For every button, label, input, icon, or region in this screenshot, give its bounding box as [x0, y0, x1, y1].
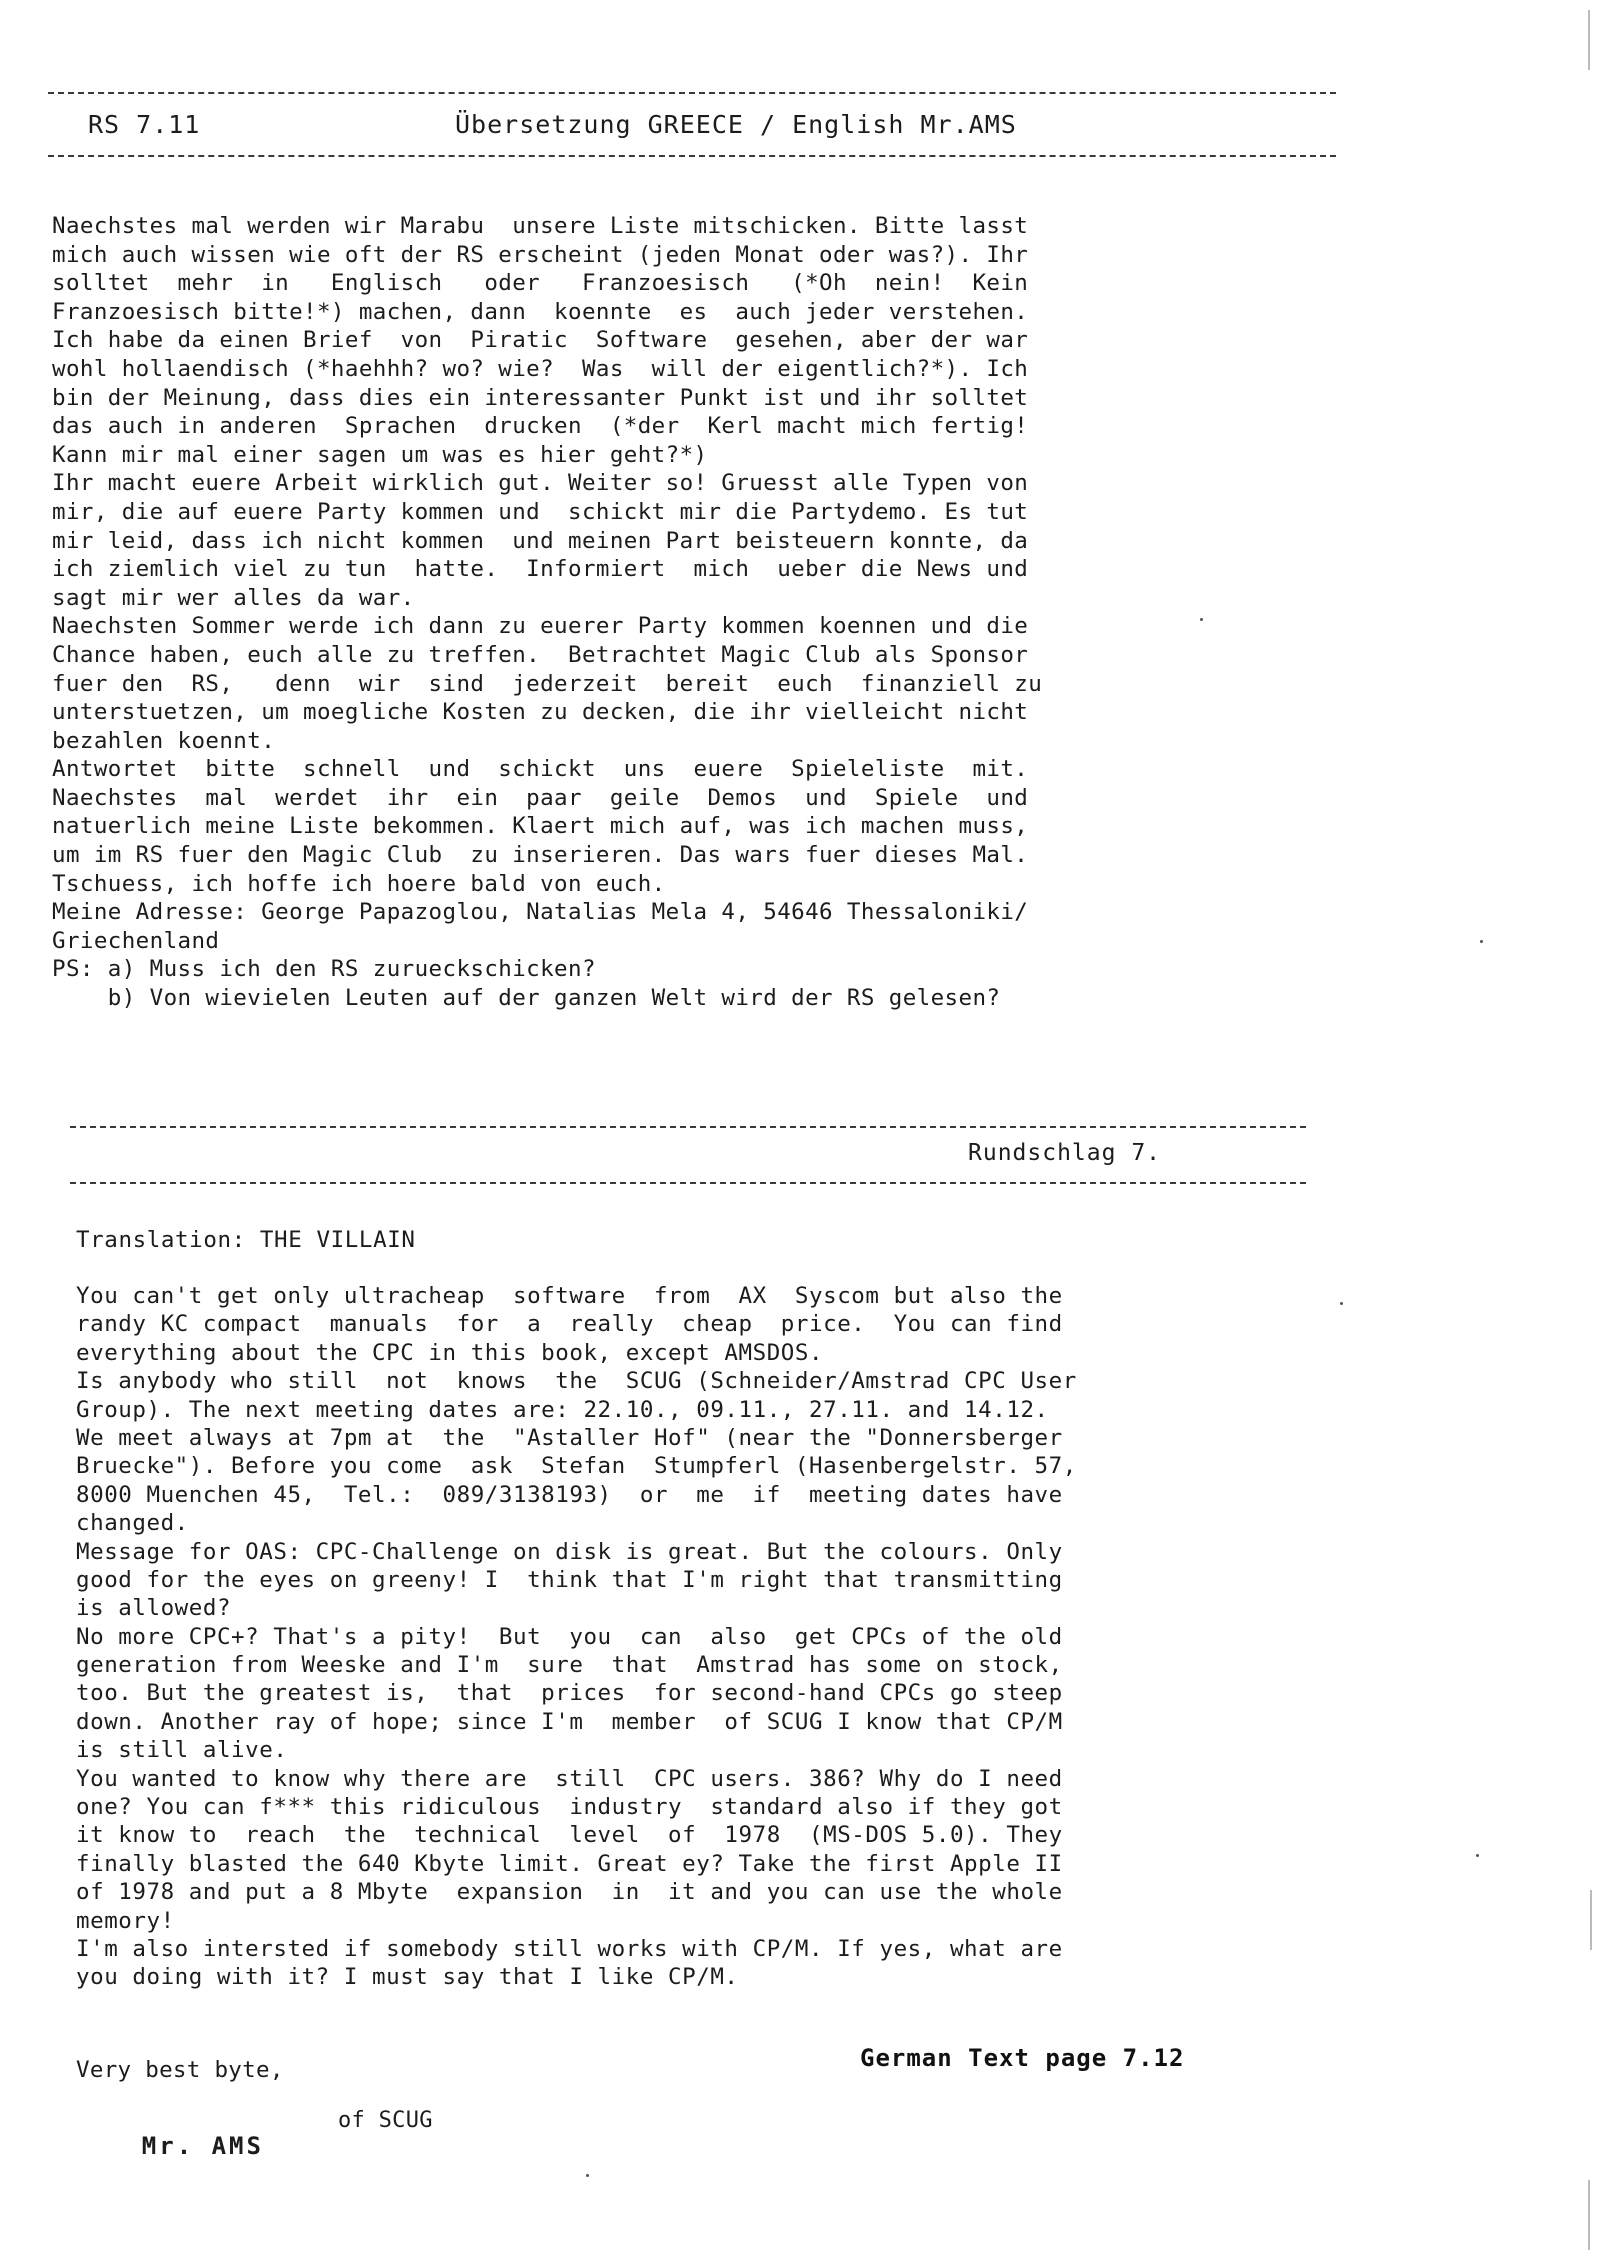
english-letter — [76, 1282, 1077, 1992]
text-line: You can't get only ultracheap software from AX Syscom but also the — [76, 1283, 1063, 1309]
text-line: down. Another ray of hope; since I'm member of SCUG I know that CP/M — [76, 1708, 1063, 1735]
signature-name — [72, 2104, 264, 2188]
text-line: memory! — [76, 1907, 175, 1934]
closing-line: Very best byte, — [76, 2057, 284, 2083]
text-line: good for the eyes on greeny! I think that I'm right that transmitting — [76, 1566, 1063, 1593]
text-line: it know to reach the technical level of 1978 (MS-DOS 5.0). They — [76, 1822, 1063, 1849]
scan-speck — [1476, 1854, 1479, 1857]
text-line: wohl hollaendisch (*haehhh? wo? wie? Was will der eigentlich?*). Ich — [52, 355, 1029, 382]
text-line: is allowed? — [76, 1595, 232, 1622]
section-title: Rundschlag 7. — [968, 1140, 1162, 1166]
text-line: randy KC compact manuals for a really cheap price. You can find — [76, 1311, 1063, 1338]
text-line: solltet mehr in Englisch oder Franzoesisch (*Oh nein! Kein — [52, 270, 1029, 297]
text-line: um im RS fuer den Magic Club zu inserieren. Das wars fuer dieses Mal. — [52, 842, 1029, 869]
text-line: Ihr macht euere Arbeit wirklich gut. Weiter so! Gruesst alle Typen von — [52, 470, 1029, 497]
text-line: We meet always at 7pm at the "Astaller Hof" (near the "Donnersberger — [76, 1424, 1063, 1451]
scan-speck — [1480, 940, 1483, 943]
text-line: Group). The next meeting dates are: 22.10., 09.11., 27.11. and 14.12. — [76, 1396, 1049, 1423]
translation-title: Translation: THE VILLAIN — [76, 1227, 416, 1253]
text-line: Ich habe da einen Brief von Piratic Software gesehen, aber der war — [52, 327, 1029, 354]
text-line: is still alive. — [76, 1737, 288, 1764]
text-line: Is anybody who still not knows the SCUG (Schneider/Amstrad CPC User — [76, 1368, 1077, 1395]
text-line: one? You can f*** this ridiculous industry standard also if they got — [76, 1794, 1063, 1821]
text-line: of 1978 and put a 8 Mbyte expansion in it and you can use the whole — [76, 1879, 1063, 1906]
text-line: Bruecke"). Before you come ask Stefan Stumpferl (Hasenbergelstr. 57, — [76, 1453, 1077, 1480]
scan-edge-mark — [1588, 2180, 1590, 2250]
text-line: sagt mir wer alles da war. — [52, 584, 415, 611]
text-line: 8000 Muenchen 45, Tel.: 089/3138193) or me if meeting dates have — [76, 1481, 1063, 1508]
text-line: PS: a) Muss ich den RS zurueckschicken? — [52, 956, 596, 983]
text-line: generation from Weeske and I'm sure that Amstrad has some on stock, — [76, 1652, 1063, 1679]
text-line: Franzoesisch bitte!*) machen, dann koennte es auch jeder verstehen. — [52, 298, 1029, 325]
text-line: mir leid, dass ich nicht kommen und meinen Part beisteuern konnte, da — [52, 527, 1029, 554]
text-line: Naechsten Sommer werde ich dann zu euerer Party kommen koennen und die — [52, 613, 1029, 640]
text-line: Message for OAS: CPC-Challenge on disk is great. But the colours. Only — [76, 1538, 1063, 1565]
text-line: unterstuetzen, um moegliche Kosten zu decken, die ihr vielleicht nicht — [52, 699, 1029, 726]
scan-speck — [586, 2174, 589, 2177]
text-line: No more CPC+? That's a pity! But you can also get CPCs of the old — [76, 1623, 1063, 1650]
text-line: everything about the CPC in this book, except AMSDOS. — [76, 1339, 824, 1366]
text-line: finally blasted the 640 Kbyte limit. Great ey? Take the first Apple II — [76, 1850, 1063, 1877]
header-rule-bottom — [48, 155, 1336, 157]
text-line: fuer den RS, denn wir sind jederzeit bereit euch finanziell zu — [52, 670, 1043, 697]
text-line: ich ziemlich viel zu tun hatte. Informiert mich ueber die News und — [52, 556, 1029, 583]
text-line: Tschuess, ich hoffe ich hoere bald von euch. — [52, 870, 666, 897]
text-line: You wanted to know why there are still CPC users. 386? Why do I need — [76, 1765, 1063, 1792]
text-line: Kann mir mal einer sagen um was es hier geht?*) — [52, 441, 708, 468]
signature-text: Mr. AMS — [141, 2132, 264, 2160]
text-line: natuerlich meine Liste bekommen. Klaert mich auf, was ich machen muss, — [52, 813, 1029, 840]
text-line: mich auch wissen wie oft der RS erscheint (jeden Monat oder was?). Ihr — [52, 241, 1029, 268]
section-rule-bottom — [70, 1182, 1306, 1184]
text-line: bezahlen koennt. — [52, 727, 276, 754]
text-line: das auch in anderen Sprachen drucken (*der Kerl macht mich fertig! — [52, 413, 1029, 440]
text-line: b) Von wievielen Leuten auf der ganzen Welt wird der RS gelesen? — [52, 985, 1001, 1012]
text-line: Naechstes mal werden wir Marabu unsere Liste mitschicken. Bitte lasst — [52, 213, 1029, 239]
scan-edge-mark — [1590, 1890, 1592, 1950]
scan-speck — [1340, 1302, 1343, 1305]
header-rule-top — [48, 92, 1336, 94]
text-line: mir, die auf euere Party kommen und schickt mir die Partydemo. Es tut — [52, 498, 1029, 525]
text-line: Antwortet bitte schnell und schickt uns euere Spieleliste mit. — [52, 756, 1029, 783]
german-text-reference: German Text page 7.12 — [860, 2044, 1185, 2072]
page-title: Übersetzung GREECE / English Mr.AMS — [455, 110, 1017, 139]
text-line: Naechstes mal werdet ihr ein paar geile Demos und Spiele und — [52, 784, 1029, 811]
text-line: changed. — [76, 1510, 189, 1537]
page-number: RS 7.11 — [88, 110, 201, 139]
text-line: you doing with it? I must say that I like CP/M. — [76, 1964, 739, 1991]
text-line: bin der Meinung, dass dies ein interessanter Punkt ist und ihr solltet — [52, 384, 1029, 411]
scan-speck — [1200, 618, 1203, 621]
text-line: Meine Adresse: George Papazoglou, Natalias Mela 4, 54646 Thessaloniki/ — [52, 899, 1029, 926]
scan-edge-mark — [1588, 10, 1590, 70]
text-line: Chance haben, euch alle zu treffen. Betrachtet Magic Club als Sponsor — [52, 641, 1029, 668]
signature-suffix: of SCUG — [338, 2108, 433, 2133]
section-rule-top — [70, 1126, 1306, 1128]
text-line: Griechenland — [52, 927, 220, 954]
text-line: too. But the greatest is, that prices for second-hand CPCs go steep — [76, 1680, 1063, 1707]
german-letter — [52, 212, 1042, 1013]
text-line: I'm also intersted if somebody still works with CP/M. If yes, what are — [76, 1935, 1063, 1962]
